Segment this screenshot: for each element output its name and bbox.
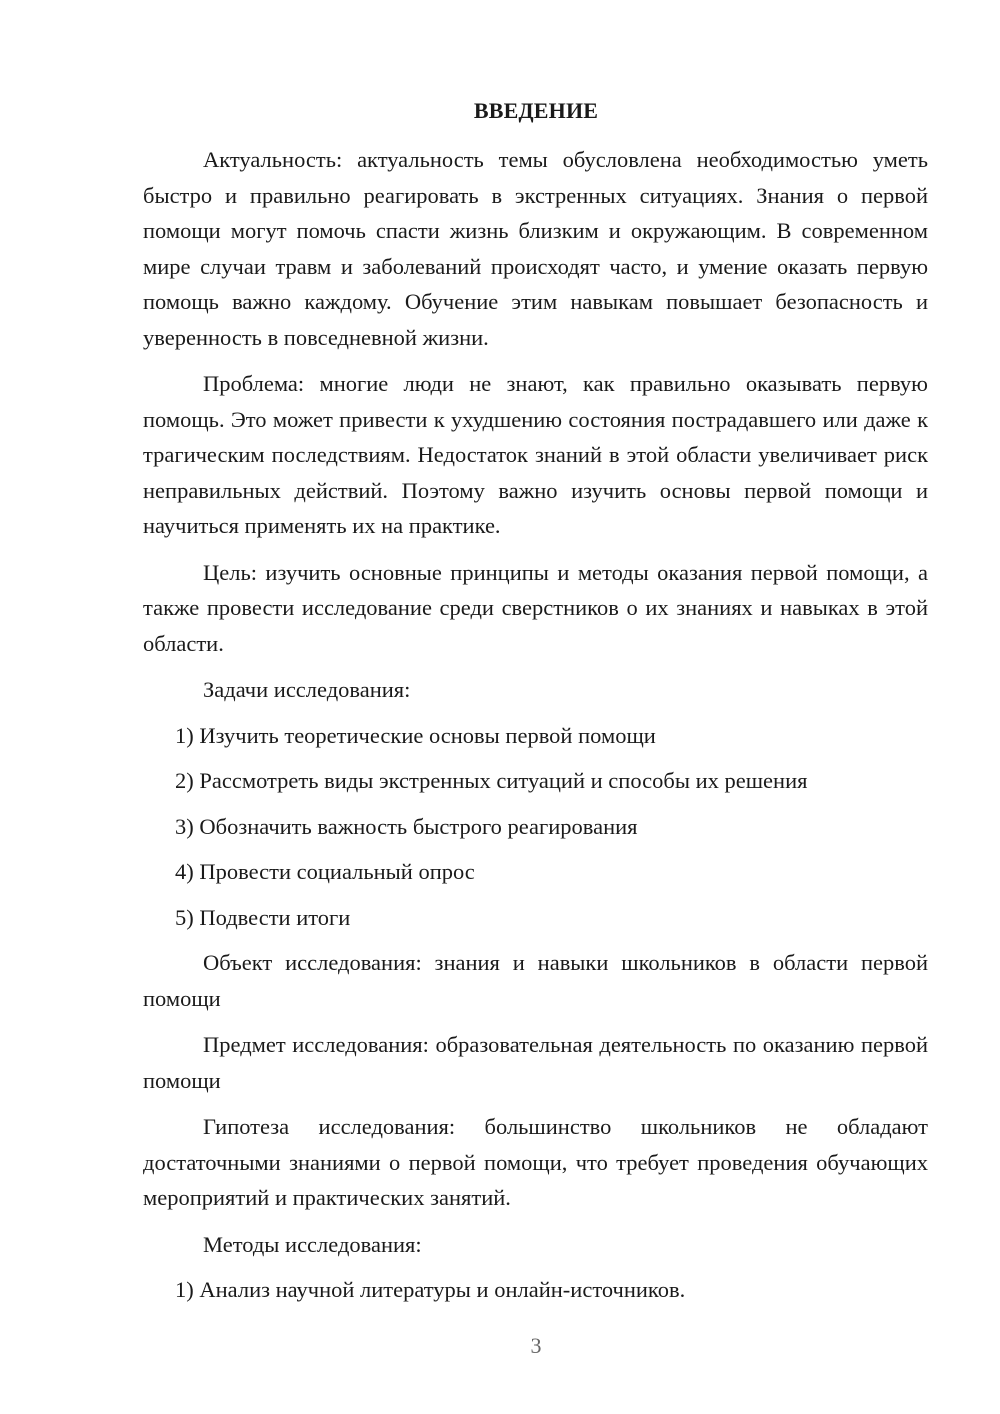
paragraph-goal: Цель: изучить основные принципы и методы оказания первой помощи, а также провести исследование среди сверстников о их знаниях и навыках в этой области. [143, 559, 928, 656]
list-item: 2) Рассмотреть виды экстренных ситуаций и способы их решения [175, 768, 808, 793]
list-item: 1) Анализ научной литературы и онлайн-источников. [175, 1277, 686, 1302]
paragraph-hypothesis: Гипотеза исследования: большинство школьников не обладают достаточными знаниями о первой помощи, что требует проведения обучающих мероприятий и практических занятий. [143, 1114, 928, 1210]
paragraph-object: Объект исследования: знания и навыки школьников в области первой помощи [143, 950, 928, 1011]
list-item: 3) Обозначить важность быстрого реагирования [175, 813, 638, 839]
page-title: ВВЕДЕНИЕ [473, 98, 599, 123]
paragraph-relevance: Актуальность: актуальность темы обусловлена необходимостью уметь быстро и правильно реагировать в экстренных ситуациях. Знания о первой помощи могут помочь спасти жизнь близким и окружающим. В современном мире случаи травм и заболеваний происходят часто, и умение оказать первую помощь важно каждому. Обучение этим навыкам повышает безопасность и уверенность в повседневной жизни. [143, 147, 928, 350]
page-number: 3 [530, 1333, 542, 1358]
document-body [143, 142, 928, 1318]
tasks-list [143, 718, 928, 936]
list-item: 5) Подвести итоги [175, 904, 351, 930]
paragraph-problem: Проблема: многие люди не знают, как правильно оказывать первую помощь. Это может привести к ухудшению состояния пострадавшего или даже к трагическим последствиям. Недостаток знаний в этой области увеличивает риск неправильных действий. Поэтому важно изучить основы первой помощи и научиться применять их на практике. [143, 371, 928, 538]
list-item: 1) Изучить теоретические основы первой помощи [175, 722, 656, 748]
methods-list [143, 1272, 928, 1308]
list-item: 4) Провести социальный опрос [175, 859, 475, 884]
methods-heading: Методы исследования: [203, 1231, 422, 1257]
tasks-heading: Задачи исследования: [203, 677, 411, 702]
paragraph-subject: Предмет исследования: образовательная деятельность по оказанию первой помощи [143, 1032, 928, 1093]
